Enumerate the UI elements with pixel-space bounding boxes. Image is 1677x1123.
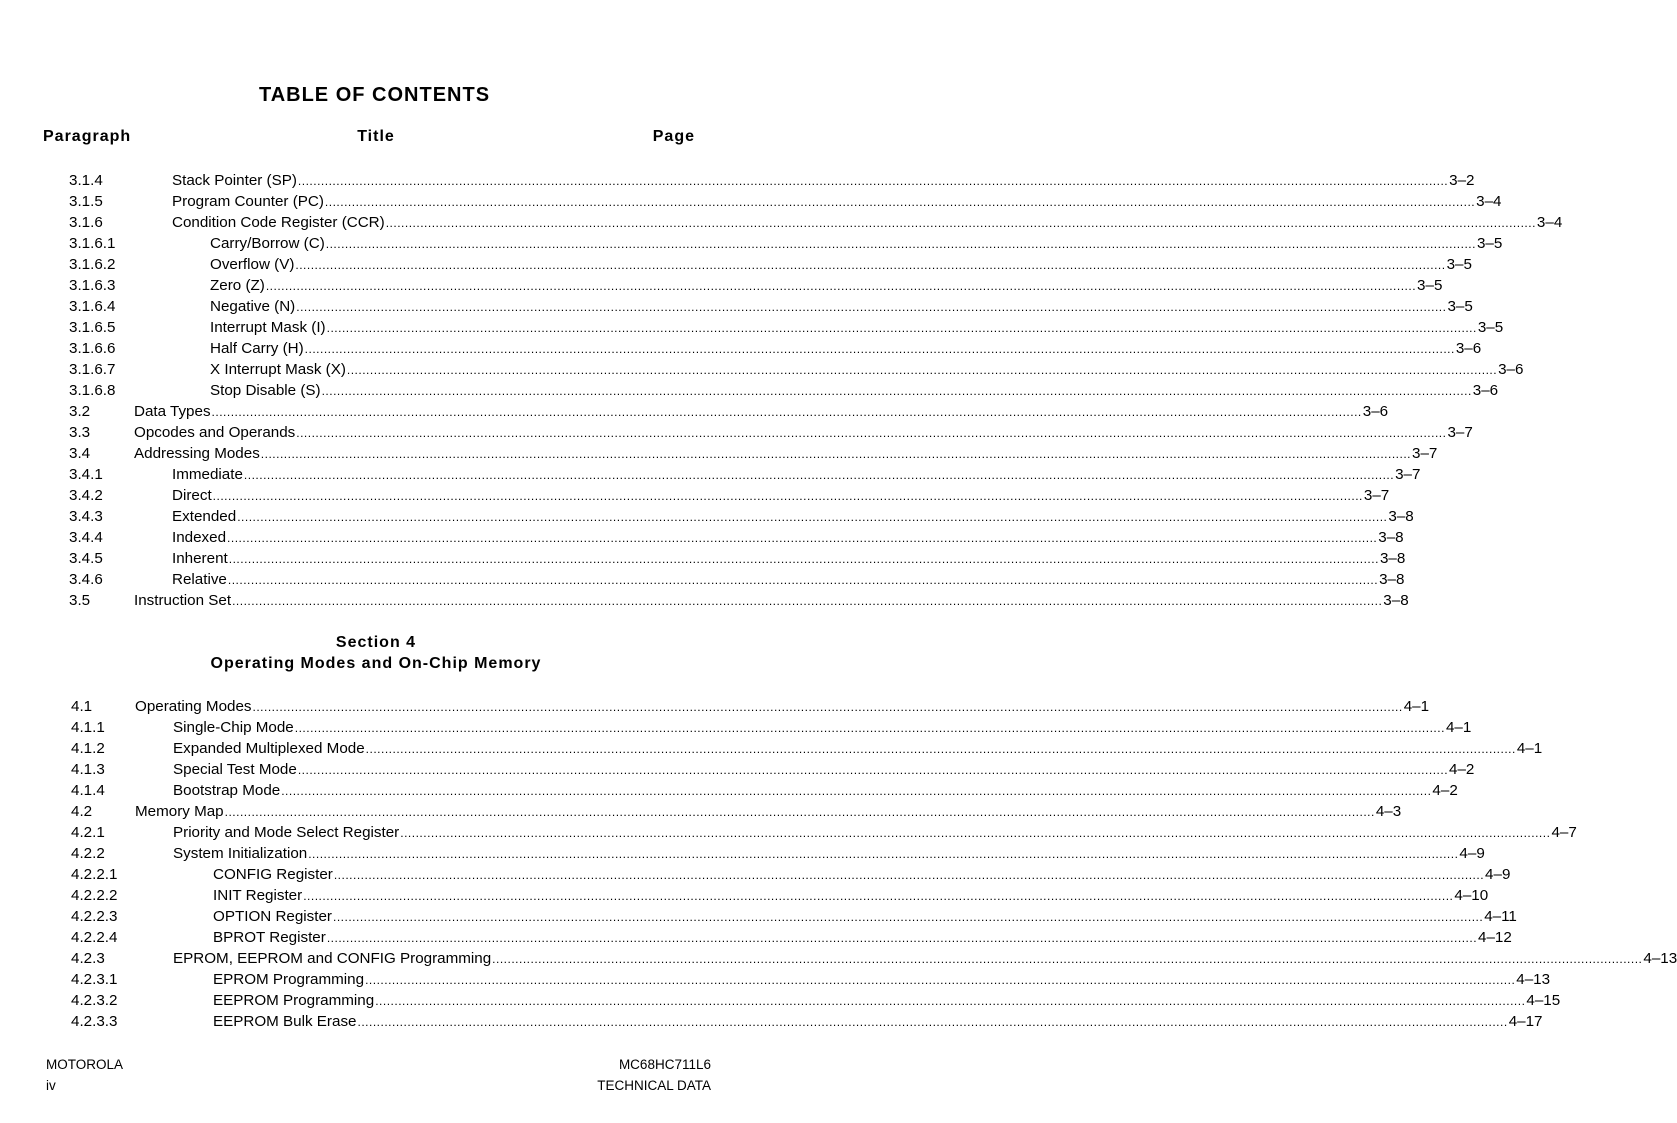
toc-entry-line — [173, 822, 1577, 844]
toc-entry-title: Addressing Modes — [134, 445, 260, 462]
toc-entry-line — [210, 254, 1472, 276]
toc-entry-title: System Initialization — [173, 845, 308, 862]
toc-entry-page: 4–15 — [1526, 992, 1561, 1009]
dot-leader: ............................................................................................................................................................................................................................................................................................................ — [365, 973, 1516, 987]
toc-entry-line — [134, 590, 1409, 612]
toc-entry — [0, 801, 1402, 822]
toc-entry-page: 3–2 — [1449, 172, 1475, 189]
column-header-paragraph: Paragraph — [43, 128, 132, 145]
dot-leader: ............................................................................................................................................................................................................................................................................................................ — [296, 300, 1447, 314]
toc-entry-line — [172, 527, 1404, 549]
toc-entry-page: 4–11 — [1484, 908, 1517, 925]
toc-entry-title: Zero (Z) — [210, 277, 265, 294]
toc-entry — [0, 717, 1472, 738]
toc-entry — [0, 780, 1458, 801]
toc-entry-page: 3–5 — [1477, 319, 1504, 336]
toc-entry-line — [135, 696, 1430, 718]
toc-entry-title: Special Test Mode — [173, 761, 297, 778]
toc-entry-title: Extended — [172, 508, 237, 525]
dot-leader: ............................................................................................................................................................................................................................................................................................................ — [237, 510, 1388, 524]
toc-entry-number: 3.1.5 — [69, 193, 103, 210]
dot-leader: ............................................................................................................................................................................................................................................................................................................ — [295, 258, 1446, 272]
toc-entry-number: 3.4.2 — [69, 487, 103, 504]
toc-entry-number: 3.4.3 — [69, 508, 103, 525]
toc-entry-title: Negative (N) — [210, 298, 296, 315]
toc-entry-page: 3–8 — [1379, 571, 1405, 588]
toc-entry — [0, 864, 1511, 885]
toc-entry-number: 4.2.2.1 — [71, 866, 118, 883]
toc-entry-line — [213, 927, 1512, 949]
toc-entry-line — [172, 191, 1502, 213]
toc-entry — [0, 212, 1563, 233]
toc-entry-page: 3–7 — [1395, 466, 1421, 483]
toc-entry-number: 3.1.6.5 — [69, 319, 116, 336]
dot-leader: ............................................................................................................................................................................................................................................................................................................ — [243, 468, 1395, 482]
toc-entry-page: 3–4 — [1536, 214, 1563, 231]
dot-leader: ............................................................................................................................................................................................................................................................................................................ — [326, 321, 1477, 335]
toc-entry-page: 3–7 — [1447, 424, 1473, 441]
dot-leader: ............................................................................................................................................................................................................................................................................................................ — [297, 174, 1449, 188]
toc-entry-page: 4–3 — [1375, 803, 1402, 820]
toc-entry-line — [173, 738, 1543, 760]
footer-page-number: iv — [46, 1078, 56, 1093]
toc-entry-line — [172, 464, 1421, 486]
toc-entry-title: EEPROM Bulk Erase — [213, 1013, 357, 1030]
column-header-page: Page — [652, 128, 695, 145]
toc-entry-title: OPTION Register — [213, 908, 332, 925]
toc-entry — [0, 401, 1389, 422]
toc-entry-number: 4.1.2 — [71, 740, 105, 757]
toc-entry-page: 3–8 — [1383, 592, 1409, 609]
toc-entry — [0, 443, 1438, 464]
toc-entry — [0, 506, 1414, 527]
toc-entry — [0, 317, 1504, 338]
toc-entry-title: Overflow (V) — [210, 256, 295, 273]
toc-entry-number: 3.2 — [69, 403, 91, 420]
toc-entry-title: Priority and Mode Select Register — [173, 824, 400, 841]
toc-entry-line — [172, 548, 1406, 570]
toc-entry — [0, 948, 1677, 969]
toc-entry — [0, 822, 1577, 843]
dot-leader: ............................................................................................................................................................................................................................................................................................................ — [281, 784, 1432, 798]
toc-entry-page: 4–1 — [1516, 740, 1543, 757]
dot-leader: ............................................................................................................................................................................................................................................................................................................ — [375, 994, 1526, 1008]
toc-entry-page: 4–9 — [1459, 845, 1485, 862]
toc-entry — [0, 464, 1421, 485]
toc-entry-page: 3–5 — [1476, 235, 1503, 252]
toc-entry — [0, 569, 1405, 590]
toc-entry-number: 4.2.2 — [71, 845, 105, 862]
toc-entry-number: 3.1.6.8 — [69, 382, 116, 399]
toc-entry — [0, 1011, 1543, 1032]
toc-entry-page: 4–1 — [1445, 719, 1472, 736]
toc-entry — [0, 170, 1475, 191]
toc-entry-page: 3–5 — [1417, 277, 1443, 294]
toc-entry-number: 4.2.1 — [71, 824, 105, 841]
toc-entry-number: 3.3 — [69, 424, 91, 441]
dot-leader: ............................................................................................................................................................................................................................................................................................................ — [228, 552, 1379, 566]
dot-leader: ............................................................................................................................................................................................................................................................................................................ — [252, 700, 1403, 714]
toc-entry — [0, 485, 1390, 506]
section-4-entries — [0, 696, 1677, 1032]
dot-leader: ............................................................................................................................................................................................................................................................................................................ — [211, 405, 1362, 419]
toc-entry-page: 3–6 — [1498, 361, 1524, 378]
toc-entry-line — [213, 1011, 1543, 1033]
page-title: TABLE OF CONTENTS — [258, 84, 491, 106]
column-header-title: Title — [357, 128, 395, 145]
toc-entry-title: Operating Modes — [135, 698, 252, 715]
toc-entry-line — [210, 233, 1503, 255]
toc-entry-line — [173, 948, 1677, 970]
toc-entry-page: 3–7 — [1412, 445, 1438, 462]
toc-entry — [0, 359, 1524, 380]
toc-entry-number: 4.2.3.1 — [71, 971, 118, 988]
toc-entry-line — [135, 801, 1402, 823]
toc-entry-line — [213, 906, 1517, 928]
dot-leader: ............................................................................................................................................................................................................................................................................................................ — [365, 742, 1516, 756]
toc-entry-page: 4–2 — [1432, 782, 1458, 799]
toc-entry-number: 3.1.6.3 — [69, 277, 116, 294]
toc-entry-number: 4.2.3 — [71, 950, 105, 967]
dot-leader: ............................................................................................................................................................................................................................................................................................................ — [357, 1015, 1508, 1029]
toc-entry-title: Memory Map — [135, 803, 224, 820]
dot-leader: ............................................................................................................................................................................................................................................................................................................ — [325, 237, 1476, 251]
toc-entry — [0, 338, 1482, 359]
toc-entry-title: CONFIG Register — [213, 866, 333, 883]
toc-entry-line — [213, 969, 1551, 991]
dot-leader: ............................................................................................................................................................................................................................................................................................................ — [224, 805, 1375, 819]
toc-entry-number: 4.2.3.2 — [71, 992, 118, 1009]
dot-leader: ............................................................................................................................................................................................................................................................................................................ — [265, 279, 1417, 293]
toc-entry-line — [210, 338, 1482, 360]
toc-entry-title: Bootstrap Mode — [173, 782, 281, 799]
toc-entry-title: Instruction Set — [134, 592, 232, 609]
toc-entry-number: 3.4.4 — [69, 529, 103, 546]
toc-entry-title: Interrupt Mask (I) — [210, 319, 326, 336]
toc-entry — [0, 254, 1472, 275]
toc-entry-line — [172, 170, 1475, 192]
toc-entry — [0, 696, 1430, 717]
toc-entry-number: 3.1.6.4 — [69, 298, 116, 315]
toc-entry-number: 4.2.2.2 — [71, 887, 118, 904]
dot-leader: ............................................................................................................................................................................................................................................................................................................ — [303, 889, 1454, 903]
dot-leader: ............................................................................................................................................................................................................................................................................................................ — [326, 931, 1478, 945]
toc-entry-number: 3.1.6.7 — [69, 361, 116, 378]
toc-entry — [0, 527, 1404, 548]
toc-entry-line — [213, 885, 1489, 907]
toc-entry — [0, 738, 1543, 759]
toc-entry — [0, 296, 1473, 317]
toc-entry-title: BPROT Register — [213, 929, 326, 946]
toc-entry-title: Program Counter (PC) — [172, 193, 324, 210]
toc-entry-line — [210, 359, 1524, 381]
toc-entry-page: 4–1 — [1403, 698, 1430, 715]
dot-leader: ............................................................................................................................................................................................................................................................................................................ — [333, 910, 1484, 924]
toc-entry-number: 3.1.4 — [69, 172, 103, 189]
toc-entry-title: Data Types — [134, 403, 211, 420]
toc-entry-line — [210, 317, 1504, 339]
toc-entry-page: 4–10 — [1454, 887, 1489, 904]
toc-entry-line — [210, 275, 1443, 297]
toc-entry-number: 3.4.1 — [69, 466, 103, 483]
toc-entry-page: 3–8 — [1379, 550, 1406, 567]
toc-entry-number: 3.4 — [69, 445, 91, 462]
toc-entry-title: Indexed — [172, 529, 227, 546]
footer-part-number: MC68HC711L6 — [618, 1057, 711, 1072]
toc-entry-line — [172, 485, 1390, 507]
toc-entry — [0, 380, 1499, 401]
section-3-entries — [0, 170, 1563, 611]
dot-leader: ............................................................................................................................................................................................................................................................................................................ — [346, 363, 1498, 377]
toc-entry-title: EPROM, EEPROM and CONFIG Programming — [173, 950, 492, 967]
toc-entry-number: 3.1.6.1 — [69, 235, 116, 252]
toc-entry — [0, 590, 1409, 611]
toc-entry — [0, 927, 1512, 948]
toc-entry-number: 4.1.3 — [71, 761, 105, 778]
footer-doc-type: TECHNICAL DATA — [597, 1078, 711, 1093]
toc-entry-title: Half Carry (H) — [210, 340, 304, 357]
toc-entry-page: 4–2 — [1449, 761, 1475, 778]
dot-leader: ............................................................................................................................................................................................................................................................................................................ — [304, 342, 1455, 356]
toc-entry-title: EPROM Programming — [213, 971, 365, 988]
toc-entry-title: Immediate — [172, 466, 243, 483]
toc-entry-title: EEPROM Programming — [213, 992, 375, 1009]
toc-entry-number: 3.1.6 — [69, 214, 103, 231]
toc-entry-line — [134, 443, 1438, 465]
toc-entry-page: 3–4 — [1476, 193, 1502, 210]
toc-entry-page: 3–8 — [1388, 508, 1414, 525]
toc-entry-page: 3–5 — [1447, 298, 1473, 315]
dot-leader: ............................................................................................................................................................................................................................................................................................................ — [232, 594, 1383, 608]
dot-leader: ............................................................................................................................................................................................................................................................................................................ — [324, 195, 1476, 209]
toc-entry-title: Direct — [172, 487, 212, 504]
toc-entry-title: Stack Pointer (SP) — [172, 172, 297, 189]
toc-entry-page: 3–5 — [1446, 256, 1472, 273]
toc-entry-page: 4–9 — [1485, 866, 1511, 883]
toc-entry-line — [173, 843, 1485, 865]
toc-entry-number: 4.2.2.4 — [71, 929, 118, 946]
toc-entry-number: 4.2.2.3 — [71, 908, 118, 925]
dot-leader: ............................................................................................................................................................................................................................................................................................................ — [385, 216, 1536, 230]
toc-entry-line — [134, 422, 1473, 444]
toc-entry-title: Opcodes and Operands — [134, 424, 296, 441]
toc-entry-title: Condition Code Register (CCR) — [172, 214, 385, 231]
toc-entry-line — [173, 759, 1475, 781]
toc-entry-line — [210, 380, 1499, 402]
dot-leader: ............................................................................................................................................................................................................................................................................................................ — [227, 531, 1378, 545]
toc-entry-page: 3–7 — [1363, 487, 1390, 504]
toc-entry-title: X Interrupt Mask (X) — [210, 361, 346, 378]
toc-entry-number: 4.2 — [71, 803, 93, 820]
toc-entry-page: 4–13 — [1516, 971, 1551, 988]
toc-entry-page: 4–17 — [1508, 1013, 1543, 1030]
toc-entry-number: 3.1.6.2 — [69, 256, 116, 273]
toc-entry-line — [173, 780, 1458, 802]
toc-entry-line — [172, 212, 1563, 234]
toc-entry — [0, 422, 1473, 443]
dot-leader: ............................................................................................................................................................................................................................................................................................................ — [296, 426, 1447, 440]
toc-entry — [0, 233, 1503, 254]
section-4-subheading: Operating Modes and On-Chip Memory — [210, 655, 542, 672]
toc-entry-page: 4–7 — [1551, 824, 1577, 841]
toc-entry-number: 4.2.3.3 — [71, 1013, 118, 1030]
toc-entry — [0, 759, 1475, 780]
toc-entry — [0, 548, 1406, 569]
toc-entry-page: 3–6 — [1472, 382, 1499, 399]
toc-entry-line — [172, 569, 1405, 591]
toc-entry-line — [213, 864, 1511, 886]
toc-entry-page: 3–6 — [1455, 340, 1482, 357]
toc-entry-number: 3.4.6 — [69, 571, 103, 588]
dot-leader: ............................................................................................................................................................................................................................................................................................................ — [333, 868, 1485, 882]
toc-entry-line — [213, 990, 1561, 1012]
dot-leader: ............................................................................................................................................................................................................................................................................................................ — [227, 573, 1379, 587]
toc-entry — [0, 990, 1561, 1011]
toc-entry-number: 4.1.4 — [71, 782, 105, 799]
toc-entry-title: Relative — [172, 571, 227, 588]
dot-leader: ............................................................................................................................................................................................................................................................................................................ — [294, 721, 1445, 735]
toc-entry — [0, 275, 1443, 296]
dot-leader: ............................................................................................................................................................................................................................................................................................................ — [297, 763, 1449, 777]
toc-entry-number: 4.1.1 — [71, 719, 105, 736]
toc-entry-line — [173, 717, 1472, 739]
toc-entry — [0, 843, 1485, 864]
toc-entry-title: Single-Chip Mode — [173, 719, 294, 736]
toc-entry-line — [210, 296, 1473, 318]
toc-entry-page: 4–12 — [1478, 929, 1512, 946]
toc-entry-title: Carry/Borrow (C) — [210, 235, 325, 252]
toc-entry-title: Stop Disable (S) — [210, 382, 321, 399]
dot-leader: ............................................................................................................................................................................................................................................................................................................ — [308, 847, 1459, 861]
toc-entry-number: 4.1 — [71, 698, 93, 715]
toc-entry — [0, 906, 1517, 927]
dot-leader: ............................................................................................................................................................................................................................................................................................................ — [260, 447, 1411, 461]
toc-entry-number: 3.5 — [69, 592, 91, 609]
toc-entry-title: Inherent — [172, 550, 228, 567]
toc-entry-page: 3–6 — [1362, 403, 1389, 420]
dot-leader: ............................................................................................................................................................................................................................................................................................................ — [212, 489, 1363, 503]
toc-entry-line — [134, 401, 1389, 423]
dot-leader: ............................................................................................................................................................................................................................................................................................................ — [321, 384, 1472, 398]
dot-leader: ............................................................................................................................................................................................................................................................................................................ — [400, 826, 1551, 840]
footer-company: MOTOROLA — [46, 1057, 124, 1072]
toc-entry-page: 3–8 — [1378, 529, 1404, 546]
toc-entry-title: INIT Register — [213, 887, 303, 904]
toc-entry-page: 4–13 — [1643, 950, 1677, 967]
toc-entry-line — [172, 506, 1414, 528]
toc-entry-number: 3.4.5 — [69, 550, 103, 567]
toc-entry-title: Expanded Multiplexed Mode — [173, 740, 365, 757]
section-4-heading: Section 4 — [335, 634, 417, 651]
toc-entry-number: 3.1.6.6 — [69, 340, 116, 357]
toc-entry — [0, 191, 1502, 212]
toc-entry — [0, 969, 1551, 990]
toc-entry — [0, 885, 1489, 906]
dot-leader: ............................................................................................................................................................................................................................................................................................................ — [492, 952, 1643, 966]
